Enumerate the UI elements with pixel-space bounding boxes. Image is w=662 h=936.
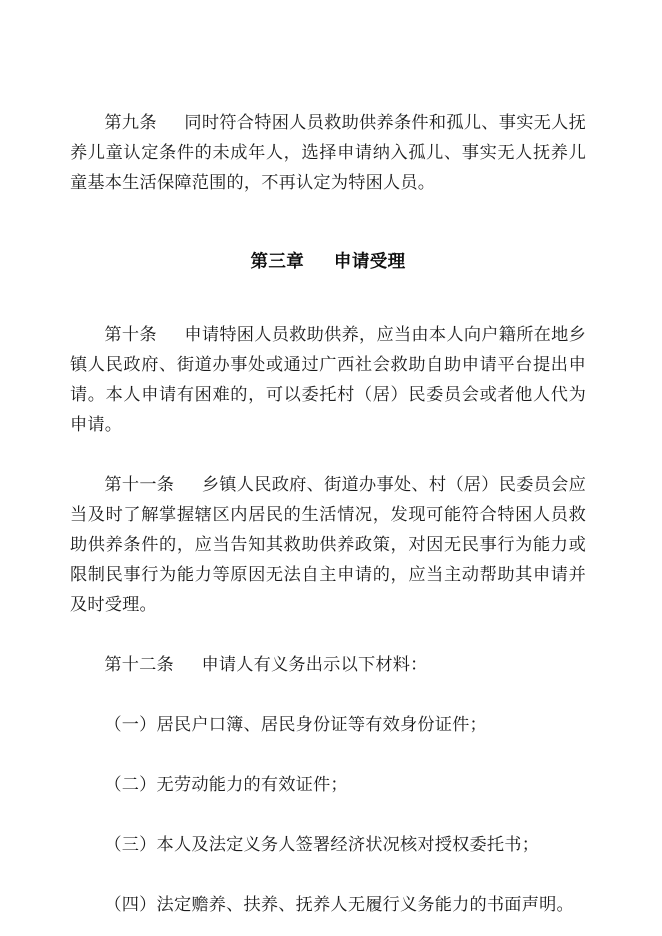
paragraph-article-12 [70,650,586,680]
spacer-list-2 [70,800,586,830]
list-item: （一）居民户口簿、居民身份证等有效身份证件； [104,715,487,734]
article-11-text: 乡镇人民政府、街道办事处、村（居）民委员会应当及时了解掌握辖区内居民的生活情况，发现可能符合特困人员救助供养条件的，应当告知其救助供养政策，对因无民事行为能力或限制民事行为能力等原因无法自主申请的，应当主动帮助其申请并及时受理。 [70,475,586,614]
spacer-list-1 [70,740,586,770]
spacer-after-article-11 [70,620,586,650]
article-10-text: 申请特困人员救助供养，应当由本人向户籍所在地乡镇人民政府、街道办事处或通过广西社会救助自助申请平台提出申请。本人申请有困难的，可以委托村（居）民委员会或者他人代为申请。 [70,325,586,434]
spacer-after-chapter [70,276,586,320]
article-12-label: 第十二条 [104,655,174,674]
list-item: （三）本人及法定义务人签署经济状况核对授权委托书； [104,835,540,854]
spacer-after-article-12 [70,680,586,710]
paragraph-article-10 [70,320,586,440]
article-9-label: 第九条 [104,113,157,132]
article-10-label: 第十条 [104,325,157,344]
chapter-title: 申请受理 [333,251,406,271]
paragraph-article-9 [70,108,586,198]
paragraph-article-11 [70,470,586,620]
document-body [70,108,586,920]
list-item: （四）法定赡养、扶养、抚养人无履行义务能力的书面声明。 [104,895,574,914]
chapter-heading [70,246,586,276]
article-11-label: 第十一条 [104,475,175,494]
spacer-after-article-10 [70,440,586,470]
spacer-list-3 [70,860,586,890]
article-9-text: 同时符合特困人员救助供养条件和孤儿、事实无人抚养儿童认定条件的未成年人，选择申请纳入孤儿、事实无人抚养儿童基本生活保障范围的，不再认定为特困人员。 [70,113,586,192]
list-item: （二）无劳动能力的有效证件； [104,775,348,794]
spacer-before-chapter [70,198,586,246]
chapter-number: 第三章 [250,251,305,271]
article-12-text: 申请人有义务出示以下材料： [201,655,428,674]
